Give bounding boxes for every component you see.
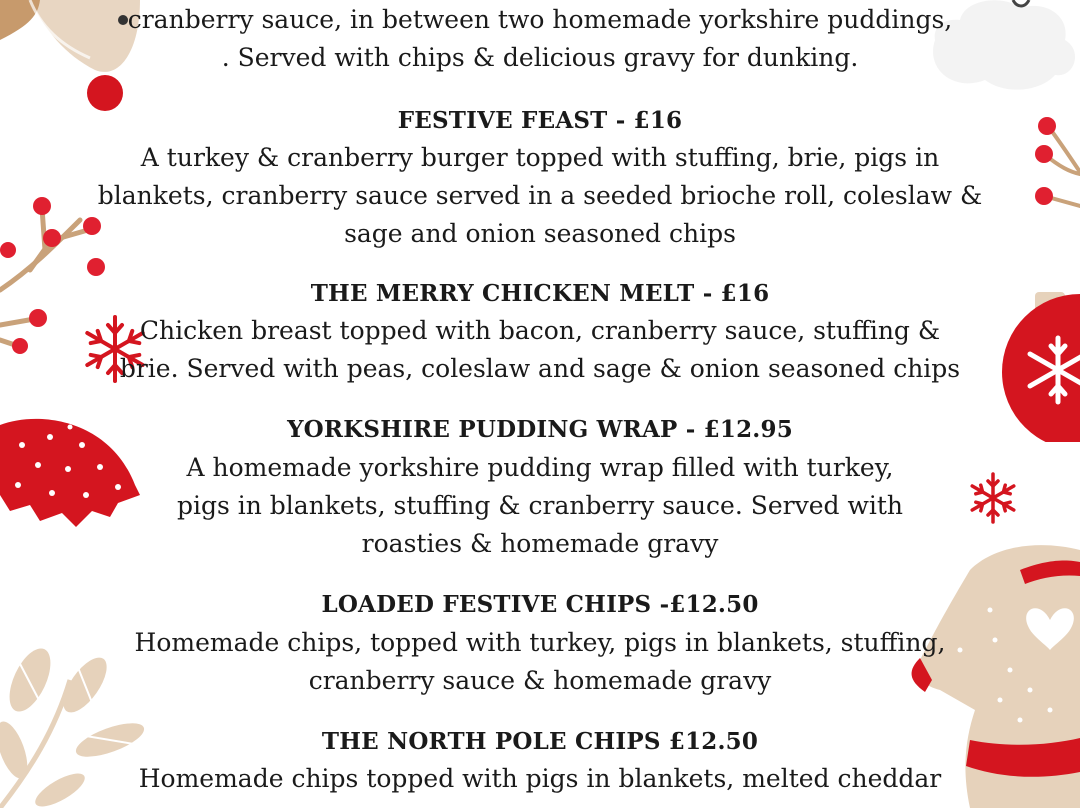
item-title: FESTIVE FEAST - £16 <box>397 107 683 134</box>
item-description-line: sage and onion seasoned chips <box>344 219 736 248</box>
item-description-line: blankets, cranberry sauce served in a seeded brioche roll, coleslaw & <box>97 181 983 210</box>
item-description-line: roasties & homemade gravy <box>361 529 719 558</box>
item-description-line: cranberry sauce & homemade gravy <box>308 666 772 695</box>
item-title: LOADED FESTIVE CHIPS -£12.50 <box>321 591 759 618</box>
item-description-line: Homemade chips topped with pigs in blankets, melted cheddar <box>138 764 942 793</box>
item-description-line: pigs in blankets, stuffing & cranberry sauce. Served with <box>176 491 904 520</box>
item-description-line: Homemade chips, topped with turkey, pigs in blankets, stuffing, <box>134 628 946 657</box>
intro-line: cranberry sauce, in between two homemade yorkshire puddings, <box>127 5 953 34</box>
item-description-line: A turkey & cranberry burger topped with stuffing, brie, pigs in <box>140 143 940 172</box>
item-description-line: A homemade yorkshire pudding wrap filled with turkey, <box>186 453 894 482</box>
item-title: THE MERRY CHICKEN MELT - £16 <box>310 280 770 307</box>
item-title: THE NORTH POLE CHIPS £12.50 <box>321 728 759 755</box>
intro-line: . Served with chips & delicious gravy for dunking. <box>221 43 859 72</box>
item-description-line: brie. Served with peas, coleslaw and sage & onion seasoned chips <box>119 354 961 383</box>
item-description-line: Chicken breast topped with bacon, cranberry sauce, stuffing & <box>139 316 941 345</box>
item-title: YORKSHIRE PUDDING WRAP - £12.95 <box>287 416 793 443</box>
